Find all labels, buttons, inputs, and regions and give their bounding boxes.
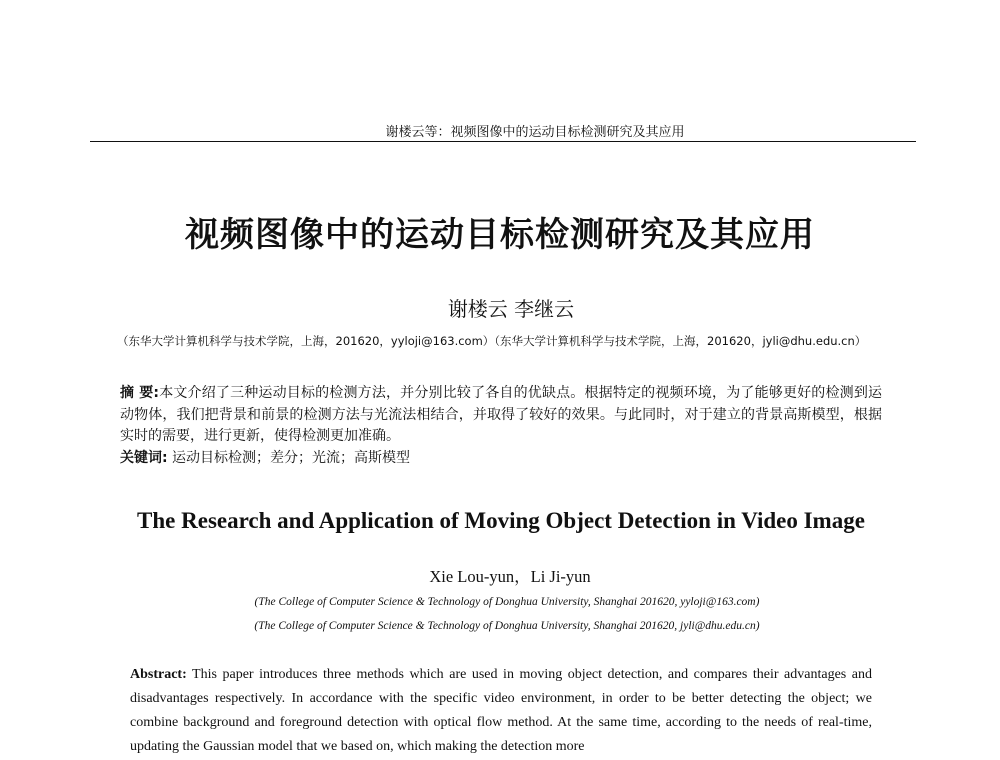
chinese-affiliation: （东华大学计算机科学与技术学院，上海，201620，yyloji@163.com）（东华大学计算机科学与技术学院，上海，201620，jyli@dhu.edu.cn） bbox=[117, 334, 867, 348]
chinese-abstract-text: 本文介绍了三种运动目标的检测方法，并分别比较了各自的优缺点。根据特定的视频环境，为了能够更好的检测到运动物体，我们把背景和前景的检测方法与光流法相结合，并取得了较好的效果。与此同时，对于建立的背景高斯模型，根据实时的需要，进行更新，使得检测更加准确。 bbox=[120, 385, 882, 444]
english-affiliation-2: (The College of Computer Science & Technology of Donghua University, Shanghai 201620, jyli@dhu.edu.cn) bbox=[254, 620, 760, 632]
english-abstract-label: Abstract: bbox=[130, 667, 187, 682]
running-header: 谢楼云等：视频图像中的运动目标检测研究及其应用 bbox=[385, 125, 685, 140]
english-abstract bbox=[130, 663, 872, 759]
chinese-authors: 谢楼云 李继云 bbox=[447, 297, 575, 321]
chinese-abstract bbox=[120, 383, 882, 469]
chinese-abstract-label: 摘 要: bbox=[120, 385, 160, 401]
header-rule bbox=[90, 141, 916, 142]
english-authors: Xie Lou-yun，Li Ji-yun bbox=[429, 567, 591, 586]
english-affiliation-1: (The College of Computer Science & Technology of Donghua University, Shanghai 201620, yyloji@163.com) bbox=[254, 596, 760, 608]
english-abstract-text: This paper introduces three methods which are used in moving object detection, and compares their advantages and disadvantages respectively. In accordance with the specific video environment, in order to be better detecting the object; we combine background and foreground detection with optical flow method. At the same time, according to the needs of real-time, updating the Gaussian model that we based on, which making the detection more bbox=[130, 667, 872, 754]
chinese-keywords-label: 关键词: bbox=[120, 449, 168, 466]
english-title: The Research and Application of Moving Object Detection in Video Image bbox=[137, 508, 865, 533]
chinese-title: 视频图像中的运动目标检测研究及其应用 bbox=[185, 215, 815, 255]
chinese-keywords-text: 运动目标检测；差分；光流；高斯模型 bbox=[167, 449, 411, 466]
